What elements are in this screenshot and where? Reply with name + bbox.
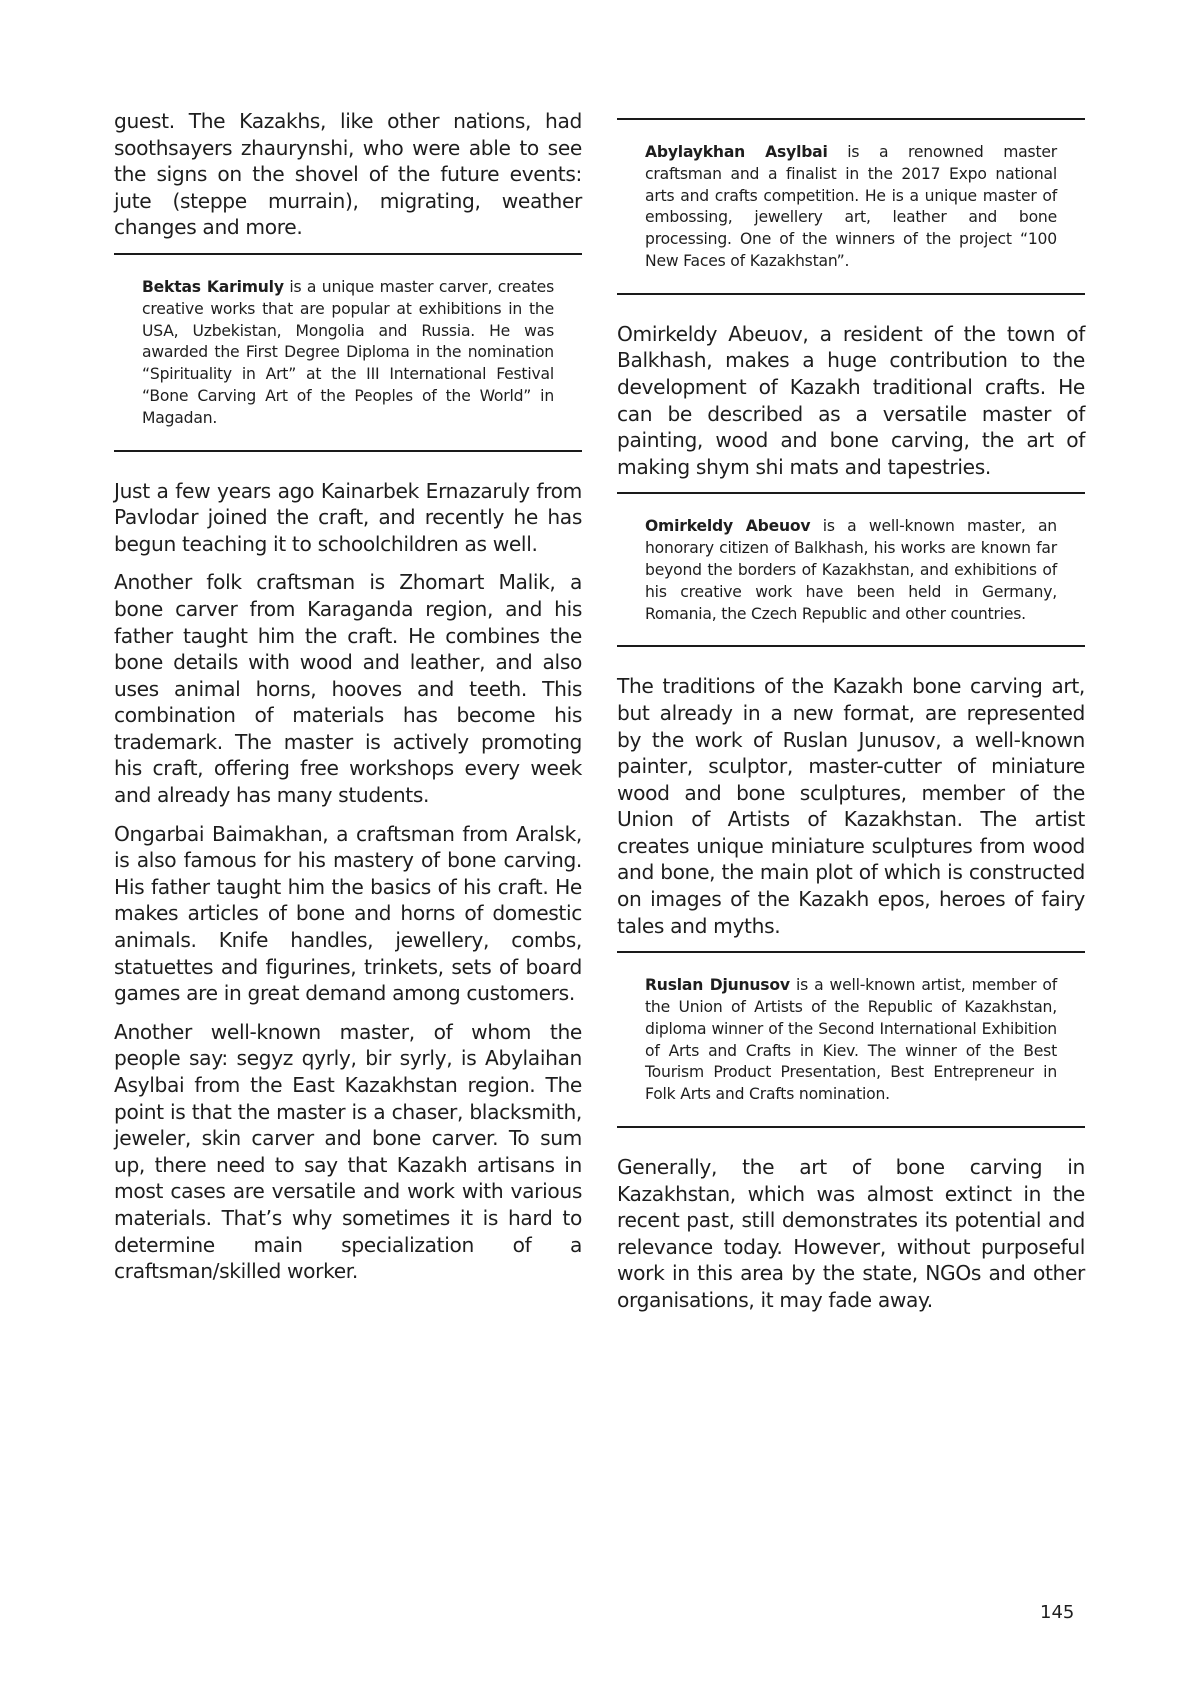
bio-box-abylaykhan-asylbai <box>617 118 1085 295</box>
paragraph: Another well-known master, of whom the people say: segyz qyrly, bir syrly, is Abylaihan Asylbai from the East Kazakhstan region. The point is that the master is a chaser, blacksmith, jeweler, skin carver and bone carver. To sum up, there need to say that Kazakh artisans in most cases are versatile and work with various materials. That’s why sometimes it is hard to determine main specialization of a craftsman/skilled worker. <box>114 1019 582 1284</box>
bio-description: is a unique master carver, creates creative works that are popular at exhibitions in the USA, Uzbekistan, Mongolia and Russia. He was awarded the First Degree Diploma in the nomination “Spirituality in Art” at the III International Festival “Bone Carving Art of the Peoples of the World” in Magadan. <box>142 277 554 427</box>
left-column <box>114 108 582 1297</box>
bio-description: is a renowned master craftsman and a finalist in the 2017 Expo national arts and crafts competition. He is a unique master of embossing, jewellery art, leather and bone processing. One of the winners of the project “100 New Faces of Kazakhstan”. <box>645 143 1057 270</box>
paragraph: The traditions of the Kazakh bone carving art, but already in a new format, are represented by the work of Ruslan Junusov, a well-known painter, sculptor, master-cutter of miniature wood and bone sculptures, member of the Union of Artists of Kazakhstan. The artist creates unique miniature sculptures from wood and bone, the main plot of which is constructed on images of the Kazakh epos, heroes of fairy tales and myths. <box>617 674 1085 938</box>
right-column <box>617 118 1085 1326</box>
paragraph: guest. The Kazakhs, like other nations, had soothsayers zhaurynshi, who were able to see the signs on the shovel of the future events: jute (steppe murrain), migrating, weather changes and more. <box>114 109 582 240</box>
bio-name: Bektas Karimuly <box>142 277 284 296</box>
bio-name: Abylaykhan Asylbai <box>645 143 828 161</box>
bio-text <box>645 516 1057 625</box>
bio-text <box>645 142 1057 273</box>
bio-name: Ruslan Djunusov <box>645 976 790 995</box>
paragraph: Generally, the art of bone carving in Kazakhstan, which was almost extinct in the recent past, still demonstrates its potential and relevance today. However, without purposeful work in this area by the state, NGOs and other organisations, it may fade away. <box>617 1155 1085 1313</box>
paragraph: Just a few years ago Kainarbek Ernazaruly from Pavlodar joined the craft, and recently he has begun teaching it to schoolchildren as well. <box>114 478 582 556</box>
paragraph: Ongarbai Baimakhan, a craftsman from Aralsk, is also famous for his mastery of bone carving. His father taught him the basics of his craft. He makes articles of bone and horns of domestic animals. Knife handles, jewellery, combs, statuettes and figurines, trinkets, sets of board games are in great demand among customers. <box>114 821 582 1006</box>
bio-box-ruslan-djunusov <box>617 951 1085 1128</box>
paragraph: Another folk craftsman is Zhomart Malik, a bone carver from Karaganda region, and his father taught him the craft. He combines the bone details with wood and leather, and also uses animal horns, hooves and teeth. This combination of materials has become his trademark. The master is actively promoting his craft, offering free workshops every week and already has many students. <box>114 570 582 808</box>
bio-text <box>645 975 1057 1106</box>
bio-text <box>142 277 554 430</box>
bio-description: is a well-known artist, member of the Union of Artists of the Republic of Kazakhstan, diploma winner of the Second International Exhibition of Arts and Crafts in Kiev. The winner of the Best Tourism Product Presentation, Best Entrepreneur in Folk Arts and Crafts nomination. <box>645 976 1058 1104</box>
bio-description: is a well-known master, an honorary citizen of Balkhash, his works are known far beyond the borders of Kazakhstan, and exhibitions of his creative work have been held in Germany, Romania, the Czech Republic and other countries. <box>645 517 1057 623</box>
bio-box-bektas-karimuly <box>114 253 582 452</box>
paragraph: Omirkeldy Abeuov, a resident of the town of Balkhash, makes a huge contribution to the development of Kazakh traditional crafts. He can be described as a versatile master of painting, wood and bone carving, the art of making shym shi mats and tapestries. <box>617 321 1085 479</box>
bio-name: Omirkeldy Abeuov <box>645 517 811 536</box>
bio-box-omirkeldy-abeuov <box>617 492 1085 647</box>
page-number: 145 <box>1040 1602 1075 1623</box>
